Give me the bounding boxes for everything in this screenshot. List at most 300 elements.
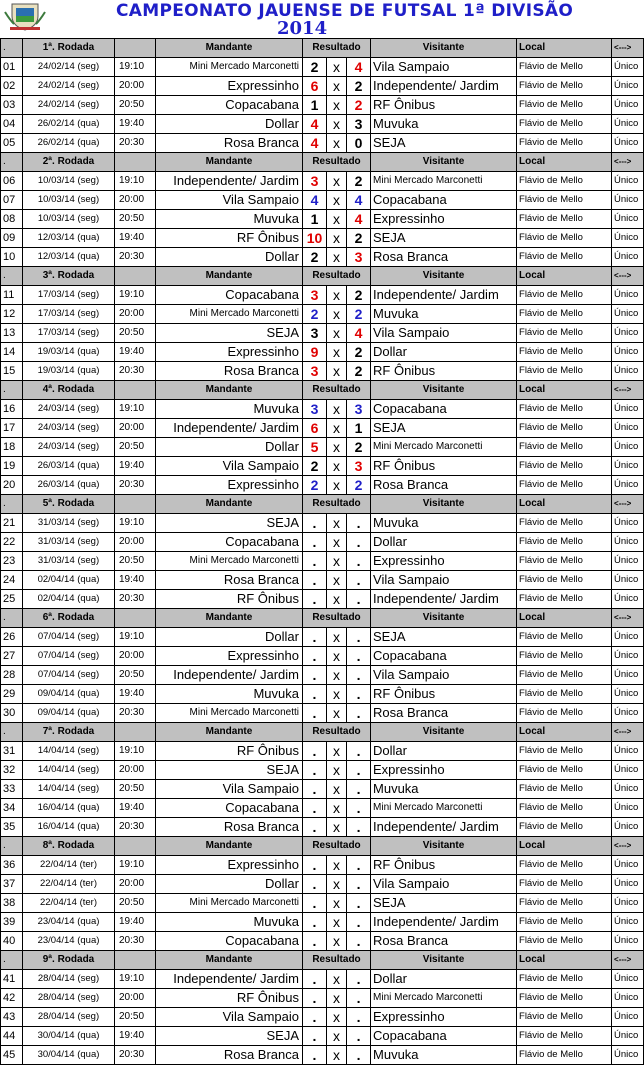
game-date: 26/02/14 (qua) <box>23 134 115 153</box>
venue: Flávio de Mello <box>517 77 612 96</box>
round-dot: . <box>1 381 23 400</box>
group-label: Único <box>612 533 644 552</box>
versus-mark: x <box>327 419 347 438</box>
versus-mark: x <box>327 571 347 590</box>
game-row <box>1 134 644 153</box>
resultado-header: Resultado <box>303 381 371 400</box>
away-team: Copacabana <box>371 191 517 210</box>
group-label: Único <box>612 875 644 894</box>
round-header-row <box>1 951 644 970</box>
game-date: 23/04/14 (qua) <box>23 932 115 951</box>
venue: Flávio de Mello <box>517 134 612 153</box>
venue: Flávio de Mello <box>517 343 612 362</box>
group-label: Único <box>612 1046 644 1065</box>
away-score: . <box>347 533 371 552</box>
away-team: Independente/ Jardim <box>371 818 517 837</box>
away-score: . <box>347 571 371 590</box>
game-number: 21 <box>1 514 23 533</box>
round-header-blank <box>115 495 156 514</box>
away-team: Expressinho <box>371 761 517 780</box>
game-number: 45 <box>1 1046 23 1065</box>
game-time: 20:00 <box>115 989 156 1008</box>
home-team: Vila Sampaio <box>156 1008 303 1027</box>
away-team: Copacabana <box>371 400 517 419</box>
game-date: 02/04/14 (qua) <box>23 590 115 609</box>
versus-mark: x <box>327 248 347 267</box>
away-team: Dollar <box>371 343 517 362</box>
game-date: 24/03/14 (seg) <box>23 438 115 457</box>
round-dot: . <box>1 723 23 742</box>
arrow-header: <---> <box>612 39 644 58</box>
game-number: 07 <box>1 191 23 210</box>
game-date: 14/04/14 (seg) <box>23 742 115 761</box>
away-team: SEJA <box>371 134 517 153</box>
visitante-header: Visitante <box>371 837 517 856</box>
venue: Flávio de Mello <box>517 419 612 438</box>
home-score: . <box>303 628 327 647</box>
round-dot: . <box>1 267 23 286</box>
home-score: . <box>303 932 327 951</box>
group-label: Único <box>612 552 644 571</box>
versus-mark: x <box>327 134 347 153</box>
venue: Flávio de Mello <box>517 552 612 571</box>
away-team: Muvuka <box>371 1046 517 1065</box>
away-score: . <box>347 628 371 647</box>
game-row <box>1 856 644 875</box>
away-score: . <box>347 590 371 609</box>
game-time: 19:40 <box>115 1027 156 1046</box>
game-row <box>1 913 644 932</box>
venue: Flávio de Mello <box>517 970 612 989</box>
venue: Flávio de Mello <box>517 1008 612 1027</box>
game-date: 12/03/14 (qua) <box>23 229 115 248</box>
home-team: Dollar <box>156 438 303 457</box>
versus-mark: x <box>327 324 347 343</box>
game-number: 24 <box>1 571 23 590</box>
game-date: 10/03/14 (seg) <box>23 210 115 229</box>
home-score: . <box>303 761 327 780</box>
home-score: . <box>303 799 327 818</box>
game-date: 16/04/14 (qua) <box>23 818 115 837</box>
game-date: 07/04/14 (seg) <box>23 666 115 685</box>
versus-mark: x <box>327 172 347 191</box>
away-score: 2 <box>347 77 371 96</box>
versus-mark: x <box>327 96 347 115</box>
game-number: 25 <box>1 590 23 609</box>
away-team: Vila Sampaio <box>371 666 517 685</box>
game-number: 38 <box>1 894 23 913</box>
game-date: 31/03/14 (seg) <box>23 533 115 552</box>
round-header-row <box>1 153 644 172</box>
away-score: . <box>347 704 371 723</box>
away-team: Mini Mercado Marconetti <box>371 172 517 191</box>
visitante-header: Visitante <box>371 723 517 742</box>
group-label: Único <box>612 58 644 77</box>
venue: Flávio de Mello <box>517 248 612 267</box>
away-team: Muvuka <box>371 514 517 533</box>
local-header: Local <box>517 495 612 514</box>
versus-mark: x <box>327 229 347 248</box>
local-header: Local <box>517 39 612 58</box>
away-score: . <box>347 1027 371 1046</box>
game-date: 19/03/14 (qua) <box>23 362 115 381</box>
game-time: 20:50 <box>115 666 156 685</box>
versus-mark: x <box>327 552 347 571</box>
home-score: 4 <box>303 134 327 153</box>
game-row <box>1 970 644 989</box>
home-team: Dollar <box>156 875 303 894</box>
venue: Flávio de Mello <box>517 58 612 77</box>
group-label: Único <box>612 248 644 267</box>
versus-mark: x <box>327 191 347 210</box>
versus-mark: x <box>327 533 347 552</box>
away-team: Dollar <box>371 533 517 552</box>
game-row <box>1 362 644 381</box>
group-label: Único <box>612 932 644 951</box>
game-row <box>1 685 644 704</box>
resultado-header: Resultado <box>303 153 371 172</box>
home-score: . <box>303 989 327 1008</box>
resultado-header: Resultado <box>303 495 371 514</box>
versus-mark: x <box>327 856 347 875</box>
game-row <box>1 761 644 780</box>
group-label: Único <box>612 799 644 818</box>
group-label: Único <box>612 419 644 438</box>
game-row <box>1 248 644 267</box>
away-team: SEJA <box>371 419 517 438</box>
home-team: Copacabana <box>156 533 303 552</box>
away-score: . <box>347 1046 371 1065</box>
home-team: RF Ônibus <box>156 742 303 761</box>
versus-mark: x <box>327 1027 347 1046</box>
round-header-row <box>1 495 644 514</box>
game-row <box>1 476 644 495</box>
game-time: 19:10 <box>115 172 156 191</box>
game-time: 19:40 <box>115 799 156 818</box>
venue: Flávio de Mello <box>517 913 612 932</box>
resultado-header: Resultado <box>303 951 371 970</box>
home-score: 3 <box>303 172 327 191</box>
game-row <box>1 533 644 552</box>
home-score: 2 <box>303 457 327 476</box>
game-number: 12 <box>1 305 23 324</box>
venue: Flávio de Mello <box>517 457 612 476</box>
home-score: 6 <box>303 77 327 96</box>
game-time: 20:00 <box>115 761 156 780</box>
game-date: 14/04/14 (seg) <box>23 761 115 780</box>
round-header-blank <box>115 381 156 400</box>
venue: Flávio de Mello <box>517 191 612 210</box>
away-score: . <box>347 799 371 818</box>
versus-mark: x <box>327 438 347 457</box>
away-score: 2 <box>347 172 371 191</box>
mandante-header: Mandante <box>156 837 303 856</box>
game-date: 07/04/14 (seg) <box>23 647 115 666</box>
game-time: 19:40 <box>115 229 156 248</box>
home-team: Rosa Branca <box>156 134 303 153</box>
game-number: 17 <box>1 419 23 438</box>
game-date: 30/04/14 (qua) <box>23 1027 115 1046</box>
away-team: RF Ônibus <box>371 457 517 476</box>
game-row <box>1 818 644 837</box>
away-score: 4 <box>347 324 371 343</box>
away-score: 4 <box>347 210 371 229</box>
game-time: 19:10 <box>115 742 156 761</box>
home-team: Independente/ Jardim <box>156 172 303 191</box>
round-header-row <box>1 609 644 628</box>
game-date: 10/03/14 (seg) <box>23 191 115 210</box>
group-label: Único <box>612 134 644 153</box>
game-row <box>1 704 644 723</box>
versus-mark: x <box>327 799 347 818</box>
game-time: 19:40 <box>115 571 156 590</box>
venue: Flávio de Mello <box>517 742 612 761</box>
game-number: 33 <box>1 780 23 799</box>
away-score: 2 <box>347 96 371 115</box>
game-number: 41 <box>1 970 23 989</box>
home-team: RF Ônibus <box>156 989 303 1008</box>
game-row <box>1 1046 644 1065</box>
round-label: 6ª. Rodada <box>23 609 115 628</box>
home-team: Expressinho <box>156 77 303 96</box>
versus-mark: x <box>327 818 347 837</box>
home-team: RF Ônibus <box>156 590 303 609</box>
arrow-header: <---> <box>612 153 644 172</box>
home-team: Muvuka <box>156 913 303 932</box>
game-time: 20:00 <box>115 875 156 894</box>
game-row <box>1 343 644 362</box>
mandante-header: Mandante <box>156 951 303 970</box>
home-score: . <box>303 704 327 723</box>
versus-mark: x <box>327 1046 347 1065</box>
home-team: SEJA <box>156 324 303 343</box>
game-number: 44 <box>1 1027 23 1046</box>
game-time: 19:40 <box>115 115 156 134</box>
group-label: Único <box>612 305 644 324</box>
game-time: 20:00 <box>115 419 156 438</box>
venue: Flávio de Mello <box>517 362 612 381</box>
game-row <box>1 1027 644 1046</box>
page-header <box>0 0 644 38</box>
away-team: Mini Mercado Marconetti <box>371 799 517 818</box>
group-label: Único <box>612 818 644 837</box>
home-team: Rosa Branca <box>156 571 303 590</box>
away-team: Mini Mercado Marconetti <box>371 438 517 457</box>
home-score: . <box>303 1046 327 1065</box>
group-label: Único <box>612 894 644 913</box>
game-time: 20:30 <box>115 476 156 495</box>
home-team: Expressinho <box>156 856 303 875</box>
game-time: 19:10 <box>115 286 156 305</box>
game-number: 30 <box>1 704 23 723</box>
game-date: 26/02/14 (qua) <box>23 115 115 134</box>
game-number: 18 <box>1 438 23 457</box>
away-team: Expressinho <box>371 1008 517 1027</box>
game-date: 09/04/14 (qua) <box>23 704 115 723</box>
game-row <box>1 210 644 229</box>
group-label: Único <box>612 989 644 1008</box>
round-header-blank <box>115 951 156 970</box>
away-score: . <box>347 780 371 799</box>
home-score: . <box>303 970 327 989</box>
round-dot: . <box>1 39 23 58</box>
group-label: Único <box>612 1008 644 1027</box>
game-row <box>1 172 644 191</box>
home-score: . <box>303 875 327 894</box>
versus-mark: x <box>327 77 347 96</box>
local-header: Local <box>517 951 612 970</box>
home-team: Vila Sampaio <box>156 457 303 476</box>
game-time: 20:30 <box>115 134 156 153</box>
game-number: 42 <box>1 989 23 1008</box>
game-date: 26/03/14 (qua) <box>23 476 115 495</box>
away-team: Copacabana <box>371 1027 517 1046</box>
round-header-row <box>1 837 644 856</box>
versus-mark: x <box>327 932 347 951</box>
game-time: 20:50 <box>115 780 156 799</box>
away-score: . <box>347 514 371 533</box>
home-team: Copacabana <box>156 286 303 305</box>
away-score: . <box>347 913 371 932</box>
round-label: 5ª. Rodada <box>23 495 115 514</box>
game-number: 32 <box>1 761 23 780</box>
away-score: . <box>347 761 371 780</box>
away-team: Independente/ Jardim <box>371 286 517 305</box>
game-date: 24/02/14 (seg) <box>23 77 115 96</box>
local-header: Local <box>517 153 612 172</box>
round-label: 3ª. Rodada <box>23 267 115 286</box>
game-row <box>1 894 644 913</box>
versus-mark: x <box>327 666 347 685</box>
away-team: RF Ônibus <box>371 96 517 115</box>
game-date: 12/03/14 (qua) <box>23 248 115 267</box>
game-number: 26 <box>1 628 23 647</box>
versus-mark: x <box>327 875 347 894</box>
game-time: 19:10 <box>115 628 156 647</box>
round-label: 8ª. Rodada <box>23 837 115 856</box>
game-time: 19:40 <box>115 343 156 362</box>
away-team: Expressinho <box>371 552 517 571</box>
game-time: 19:40 <box>115 913 156 932</box>
away-team: SEJA <box>371 229 517 248</box>
local-header: Local <box>517 267 612 286</box>
away-team: Muvuka <box>371 780 517 799</box>
game-time: 20:30 <box>115 818 156 837</box>
game-time: 20:00 <box>115 305 156 324</box>
game-row <box>1 77 644 96</box>
group-label: Único <box>612 685 644 704</box>
round-header-row <box>1 267 644 286</box>
away-score: 2 <box>347 438 371 457</box>
game-number: 37 <box>1 875 23 894</box>
game-time: 20:50 <box>115 1008 156 1027</box>
home-team: Mini Mercado Marconetti <box>156 704 303 723</box>
game-number: 23 <box>1 552 23 571</box>
visitante-header: Visitante <box>371 267 517 286</box>
round-header-blank <box>115 267 156 286</box>
versus-mark: x <box>327 1008 347 1027</box>
round-label: 4ª. Rodada <box>23 381 115 400</box>
game-time: 20:30 <box>115 248 156 267</box>
group-label: Único <box>612 286 644 305</box>
home-team: Rosa Branca <box>156 362 303 381</box>
arrow-header: <---> <box>612 837 644 856</box>
away-team: RF Ônibus <box>371 856 517 875</box>
away-team: Dollar <box>371 970 517 989</box>
game-time: 20:50 <box>115 324 156 343</box>
away-score: 3 <box>347 457 371 476</box>
home-team: Rosa Branca <box>156 1046 303 1065</box>
away-team: RF Ônibus <box>371 685 517 704</box>
away-team: Independente/ Jardim <box>371 590 517 609</box>
game-number: 31 <box>1 742 23 761</box>
away-score: 2 <box>347 305 371 324</box>
game-number: 20 <box>1 476 23 495</box>
venue: Flávio de Mello <box>517 628 612 647</box>
venue: Flávio de Mello <box>517 1027 612 1046</box>
game-row <box>1 115 644 134</box>
venue: Flávio de Mello <box>517 875 612 894</box>
game-time: 19:10 <box>115 856 156 875</box>
venue: Flávio de Mello <box>517 514 612 533</box>
game-date: 28/04/14 (seg) <box>23 970 115 989</box>
page-title: CAMPEONATO JAUENSE DE FUTSAL 1ª DIVISÃO <box>116 1 574 21</box>
group-label: Único <box>612 77 644 96</box>
home-team: Independente/ Jardim <box>156 419 303 438</box>
group-label: Único <box>612 362 644 381</box>
round-label: 7ª. Rodada <box>23 723 115 742</box>
away-team: Independente/ Jardim <box>371 913 517 932</box>
group-label: Único <box>612 571 644 590</box>
local-header: Local <box>517 837 612 856</box>
round-header-blank <box>115 723 156 742</box>
away-team: RF Ônibus <box>371 362 517 381</box>
game-row <box>1 1008 644 1027</box>
game-date: 28/04/14 (seg) <box>23 1008 115 1027</box>
versus-mark: x <box>327 343 347 362</box>
away-score: . <box>347 685 371 704</box>
away-score: 2 <box>347 286 371 305</box>
away-score: . <box>347 666 371 685</box>
venue: Flávio de Mello <box>517 590 612 609</box>
game-number: 09 <box>1 229 23 248</box>
away-score: 0 <box>347 134 371 153</box>
local-header: Local <box>517 723 612 742</box>
game-time: 20:50 <box>115 210 156 229</box>
away-score: . <box>347 970 371 989</box>
game-date: 19/03/14 (qua) <box>23 343 115 362</box>
group-label: Único <box>612 514 644 533</box>
home-score: . <box>303 742 327 761</box>
home-score: . <box>303 685 327 704</box>
home-team: Muvuka <box>156 685 303 704</box>
venue: Flávio de Mello <box>517 647 612 666</box>
away-team: Vila Sampaio <box>371 875 517 894</box>
venue: Flávio de Mello <box>517 780 612 799</box>
away-team: Rosa Branca <box>371 704 517 723</box>
round-dot: . <box>1 837 23 856</box>
game-number: 02 <box>1 77 23 96</box>
game-date: 24/03/14 (seg) <box>23 419 115 438</box>
home-score: . <box>303 818 327 837</box>
away-score: 2 <box>347 343 371 362</box>
group-label: Único <box>612 476 644 495</box>
game-time: 20:50 <box>115 96 156 115</box>
home-team: Dollar <box>156 628 303 647</box>
game-time: 20:30 <box>115 704 156 723</box>
versus-mark: x <box>327 780 347 799</box>
away-team: Dollar <box>371 742 517 761</box>
